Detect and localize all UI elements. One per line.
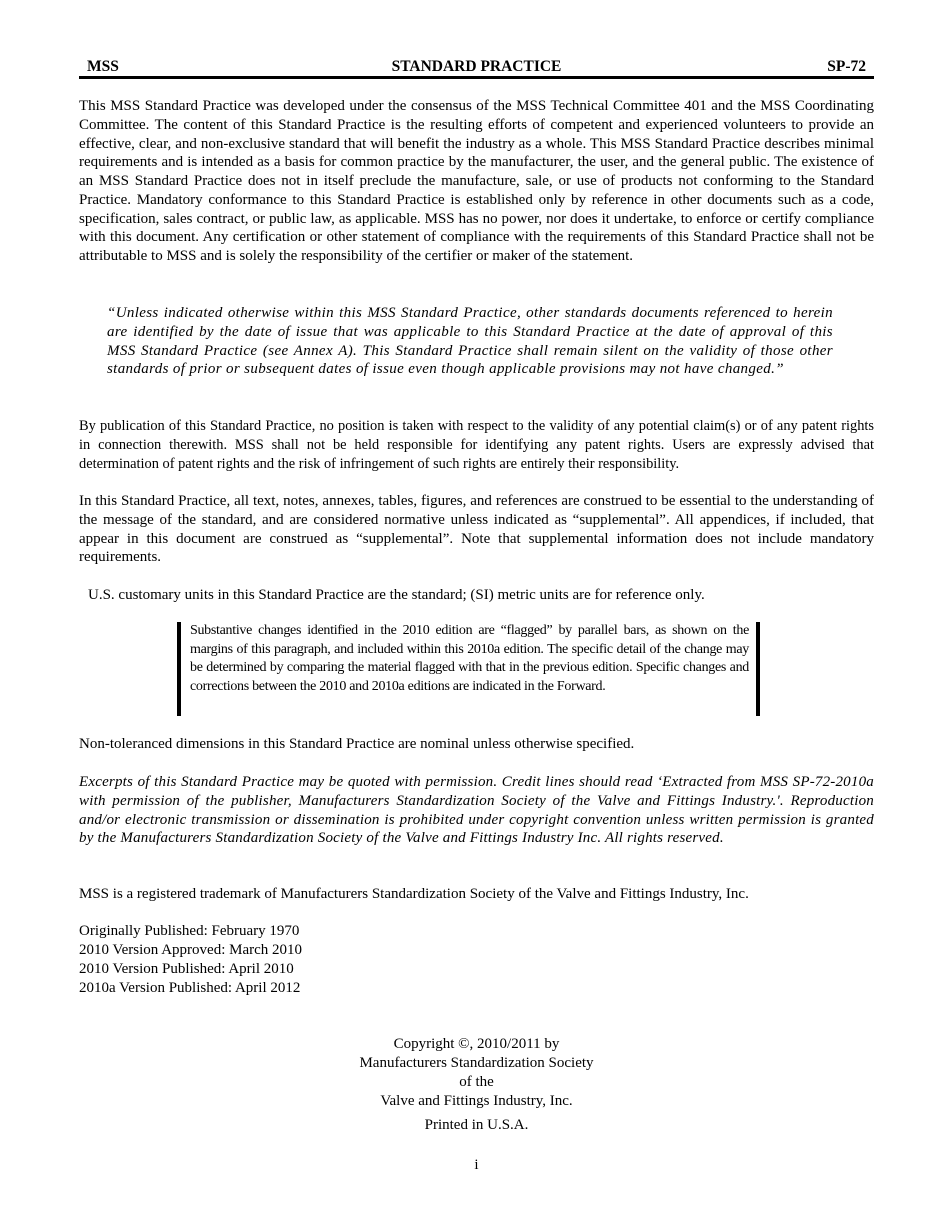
flagged-changes-box [177, 622, 760, 716]
copyright-line: of the [459, 1074, 494, 1090]
history-line: Originally Published: February 1970 [79, 923, 300, 939]
header-org: MSS [87, 58, 119, 75]
copyright-block [79, 1035, 874, 1111]
flagged-changes-text: Substantive changes identified in the 2010 edition are “flagged” by parallel bars, as shown on the margins of this paragraph, and included within this 2010a edition. The specific detail of the change may be determined by comparing the material flagged with that in the previous edition. Specific changes and corrections between the 2010 and 2010a editions are indicated in the Forward. [190, 623, 749, 694]
page-header [79, 58, 874, 79]
document-page [79, 0, 874, 1230]
history-line: 2010 Version Published: April 2010 [79, 961, 294, 977]
trademark-paragraph: MSS is a registered trademark of Manufacturers Standardization Society of the Valve and Fittings Industry, Inc. [79, 886, 749, 902]
header-title: STANDARD PRACTICE [391, 58, 562, 75]
header-doc-number: SP-72 [827, 58, 866, 75]
copyright-line: Copyright ©, 2010/2011 by [393, 1036, 560, 1052]
history-line: 2010 Version Approved: March 2010 [79, 942, 303, 958]
intro-paragraph: This MSS Standard Practice was developed under the consensus of the MSS Technical Committee 401 and the MSS Coordinating Committee. The content of this Standard Practice is the resulting efforts of competent and experienced volunteers to provide an effective, clear, and non-exclusive standard that will benefit the industry as a whole. This MSS Standard Practice describes minimal requirements and is intended as a basis for common practice by the manufacturer, the user, and the general public. The existence of an MSS Standard Practice does not in itself preclude the manufacture, sale, or use of products not conforming to the Standard Practice. Mandatory conformance to this Standard Practice is established only by reference in other documents such as a code, specification, sales contract, or public law, as applicable. MSS has no power, nor does it undertake, to enforce or certify compliance with this document. Any certification or other statement of compliance with the requirements of this Standard Practice shall not be attributable to MSS and is solely the responsibility of the certifier or maker of the statement. [79, 98, 874, 264]
printed-in: Printed in U.S.A. [424, 1117, 529, 1133]
page-number: i [474, 1157, 479, 1173]
copyright-line: Manufacturers Standardization Society [359, 1055, 594, 1071]
history-line: 2010a Version Published: April 2012 [79, 980, 301, 996]
publication-history [79, 922, 479, 998]
quote-paragraph: “Unless indicated otherwise within this MSS Standard Practice, other standards documents referenced to herein are identified by the date of issue that was applicable to this Standard Practice at the date of approval of this MSS Standard Practice (see Annex A). This Standard Practice shall remain silent on the validity of those other standards of prior or subsequent dates of issue even though applicable provisions may not have changed.” [107, 305, 833, 378]
units-paragraph: U.S. customary units in this Standard Practice are the standard; (SI) metric units are for reference only. [88, 587, 705, 603]
excerpts-paragraph: Excerpts of this Standard Practice may be quoted with permission. Credit lines should read ‘Extracted from MSS SP-72-2010a with permission of the publisher, Manufacturers Standardization Society of the Valve and Fittings Industry.'. Reproduction and/or electronic transmission or dissemination is prohibited under copyright convention unless written permission is granted by the Manufacturers Standardization Society of the Valve and Fittings Industry Inc. All rights reserved. [79, 774, 874, 847]
copyright-line: Valve and Fittings Industry, Inc. [380, 1093, 573, 1109]
normative-paragraph: In this Standard Practice, all text, notes, annexes, tables, figures, and references are construed to be essential to the understanding of the message of the standard, and are considered normative unless indicated as “supplemental”. All appendices, if included, that appear in this document are construed as “supplemental”. Note that supplemental information does not include mandatory requirements. [79, 493, 874, 566]
dimensions-paragraph: Non-toleranced dimensions in this Standard Practice are nominal unless otherwise specified. [79, 736, 635, 752]
patent-paragraph: By publication of this Standard Practice, no position is taken with respect to the validity of any potential claim(s) or of any patent rights in connection therewith. MSS shall not be held responsible for identifying any patent rights. Users are expressly advised that determination of patent rights and the risk of infringement of such rights are entirely their responsibility. [79, 418, 874, 472]
